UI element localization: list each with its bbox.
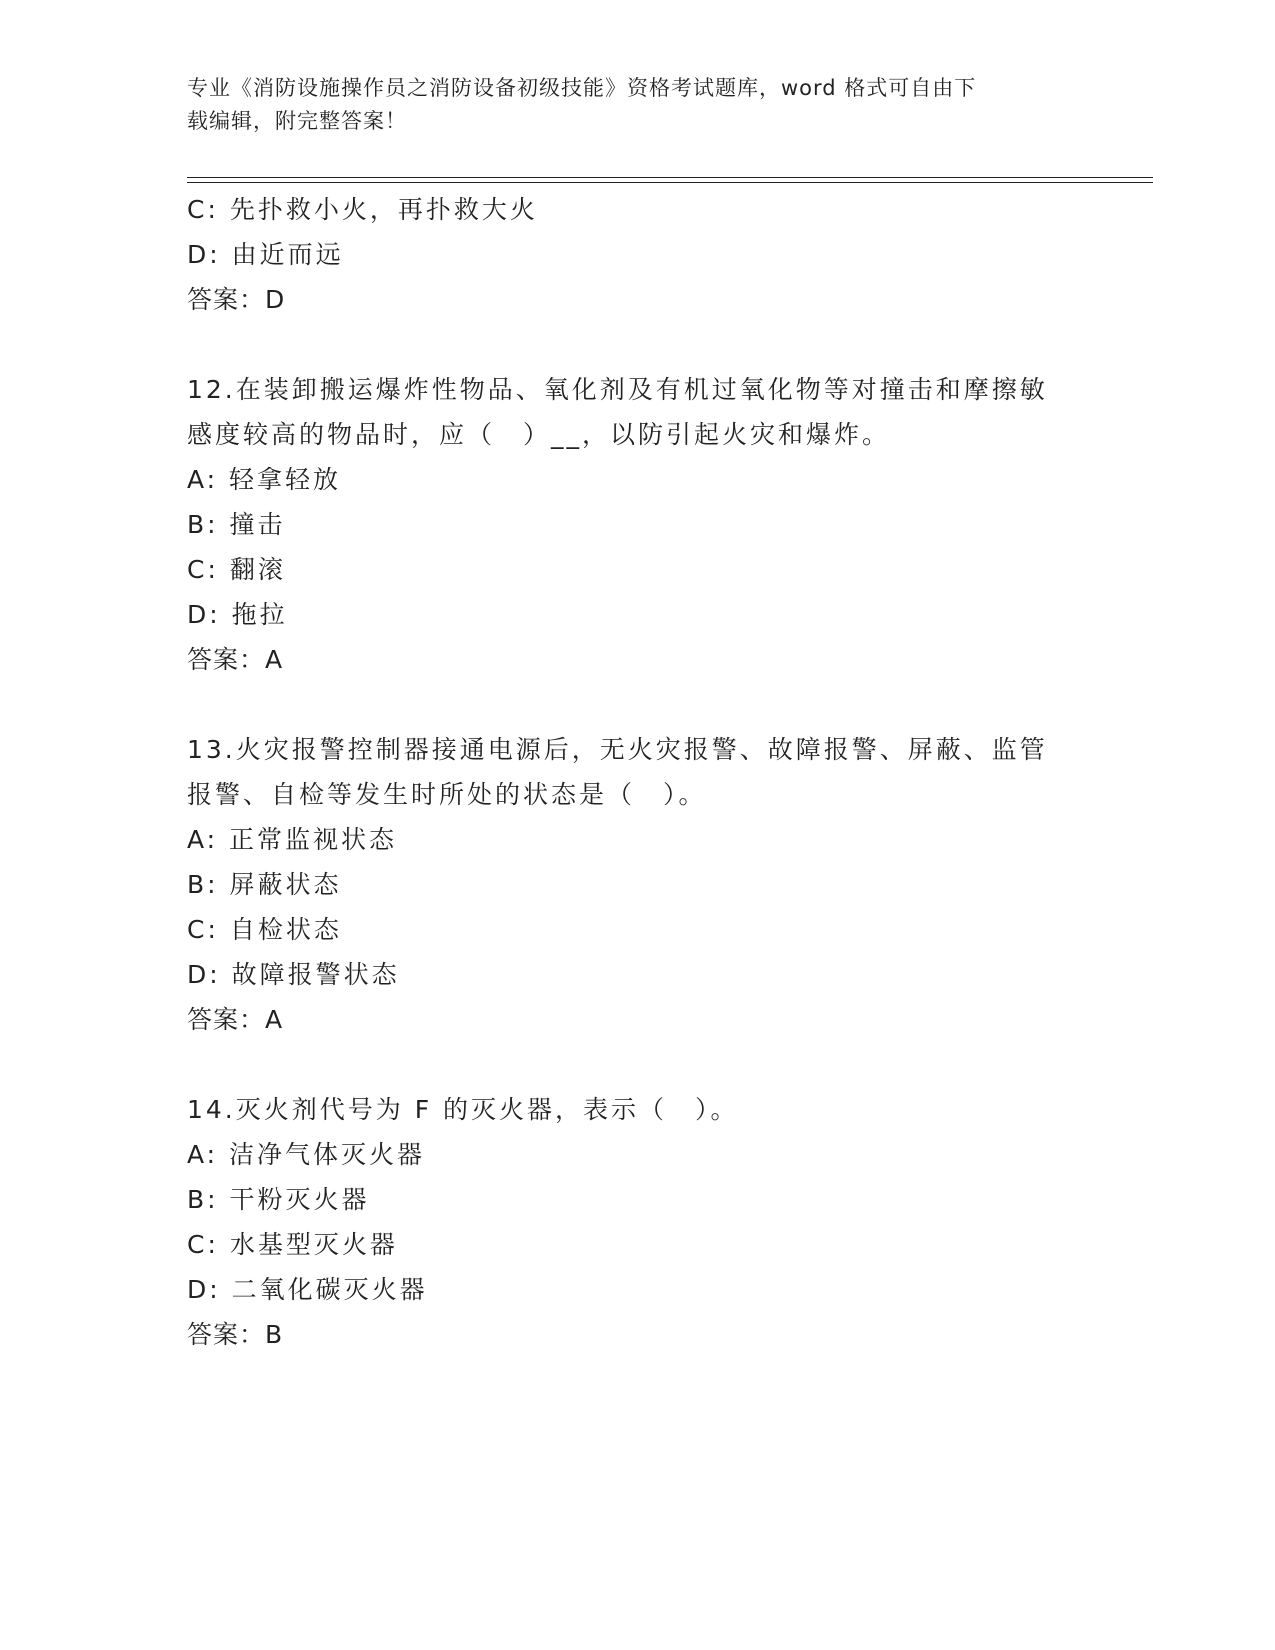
header-line-2: 载编辑，附完整答案！ (187, 109, 407, 133)
header-divider-bottom (187, 182, 1153, 183)
q14-option-a: A: 洁净气体灭火器 (187, 1140, 426, 1169)
q12-option-c: C: 翻滚 (187, 555, 286, 584)
document-header (187, 72, 1087, 138)
q12-stem-line-1: 12.在装卸搬运爆炸性物品、氧化剂及有机过氧化物等对撞击和摩擦敏 (187, 375, 1048, 404)
q13-stem-line-1: 13.火灾报警控制器接通电源后，无火灾报警、故障报警、屏蔽、监管 (187, 735, 1048, 764)
header-divider-top (187, 177, 1153, 178)
q14-stem-line-1: 14.灭火剂代号为 F 的灭火器，表示（ ）。 (187, 1095, 739, 1124)
prev-option-c: C: 先扑救小火，再扑救大火 (187, 195, 538, 224)
q14-answer: 答案：B (187, 1320, 284, 1349)
q13-answer: 答案：A (187, 1005, 284, 1034)
q13-option-c: C: 自检状态 (187, 915, 342, 944)
q12-option-d: D: 拖拉 (187, 600, 288, 629)
q12-answer: 答案：A (187, 645, 284, 674)
q14-option-c: C: 水基型灭火器 (187, 1230, 398, 1259)
q12-stem-line-2: 感度较高的物品时，应（ ）__，以防引起火灾和爆炸。 (187, 420, 891, 449)
q12-option-a: A: 轻拿轻放 (187, 465, 342, 494)
prev-option-d: D: 由近而远 (187, 240, 344, 269)
q14-option-d: D: 二氧化碳灭火器 (187, 1275, 428, 1304)
q13-option-b: B: 屏蔽状态 (187, 870, 342, 899)
q13-option-a: A: 正常监视状态 (187, 825, 398, 854)
prev-answer: 答案：D (187, 285, 286, 314)
q12-option-b: B: 撞击 (187, 510, 286, 539)
header-line-1: 专业《消防设施操作员之消防设备初级技能》资格考试题库，word 格式可自由下 (187, 76, 977, 100)
q13-option-d: D: 故障报警状态 (187, 960, 400, 989)
q13-stem-line-2: 报警、自检等发生时所处的状态是（ ）。 (187, 780, 707, 809)
q14-option-b: B: 干粉灭火器 (187, 1185, 370, 1214)
